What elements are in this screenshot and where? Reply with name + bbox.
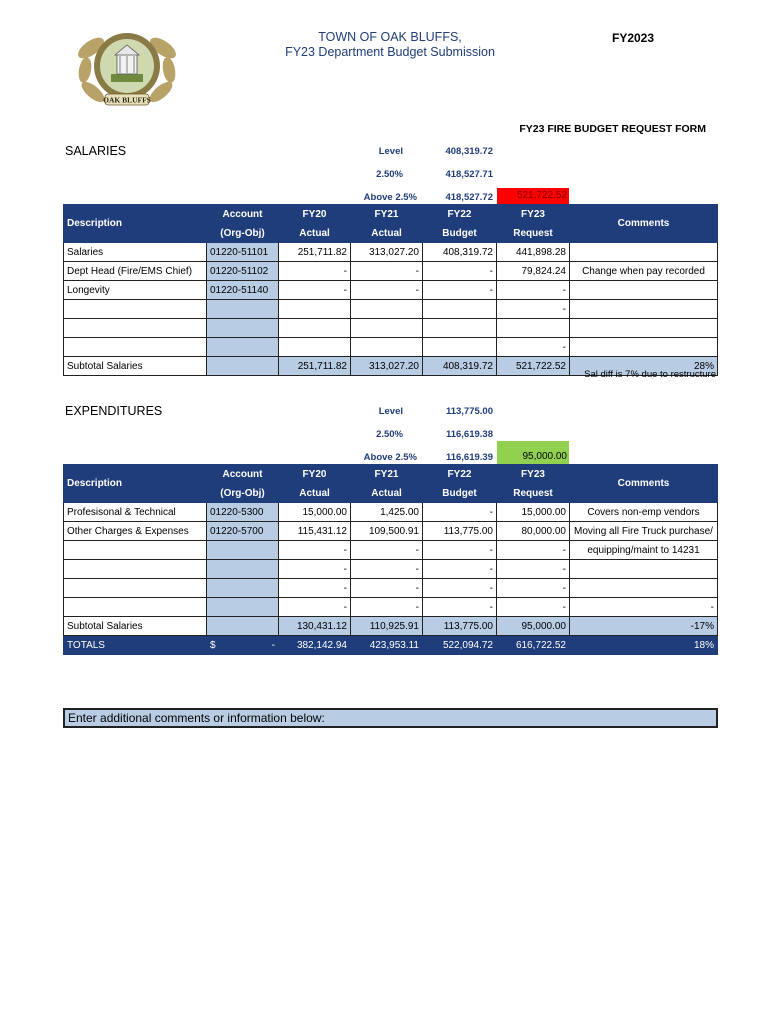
table-row [64,319,718,338]
row-fy21[interactable]: - [351,541,423,560]
salary-note: Sal diff is 7% due to restructure [584,369,716,380]
row-comment[interactable] [570,579,718,598]
row-account[interactable]: 01220-5300 [207,503,279,522]
exp-2-5-label: 2.50% [376,429,403,440]
row-description[interactable] [64,598,207,617]
row-fy23[interactable]: - [497,560,570,579]
col-fy22: FY22 [423,465,497,484]
row-comment[interactable]: - [570,598,718,617]
row-fy21[interactable]: - [351,598,423,617]
col-fy20-sub: Actual [279,484,351,503]
row-comment[interactable] [570,243,718,262]
row-fy20[interactable]: - [279,579,351,598]
row-fy23[interactable]: - [497,598,570,617]
subtotal-percent: -17% [570,617,718,636]
col-description: Description [64,465,207,503]
subtotal-fy22: 113,775.00 [423,617,497,636]
row-description[interactable] [64,319,207,338]
col-fy20: FY20 [279,465,351,484]
subtotal-percent: 28% [570,357,718,376]
town-seal-logo [75,28,179,110]
row-fy22[interactable]: - [423,281,497,300]
subtotal-row [64,617,718,636]
row-fy20[interactable]: 15,000.00 [279,503,351,522]
row-description[interactable] [64,560,207,579]
subtotal-account [207,617,279,636]
row-comment[interactable]: Moving all Fire Truck purchase/ [570,522,718,541]
exp-level-label: Level [378,406,403,417]
col-account-sub: (Org-Obj) [207,224,279,243]
expenditures-table [63,464,718,655]
row-fy20[interactable] [279,319,351,338]
exp-level-value: 113,775.00 [445,406,493,417]
totals-dollar: $ [210,639,216,651]
subtotal-label: Subtotal Salaries [64,617,207,636]
col-account-sub: (Org-Obj) [207,484,279,503]
town-name: TOWN OF OAK BLUFFS, [318,30,462,44]
row-fy21[interactable] [351,300,423,319]
row-fy20[interactable]: - [279,262,351,281]
table-row [64,300,718,319]
row-account[interactable] [207,319,279,338]
row-fy23[interactable] [497,319,570,338]
row-fy23[interactable]: - [497,338,570,357]
salaries-table [63,204,718,376]
totals-dollar-cell [207,636,279,655]
table-row [64,281,718,300]
table-row [64,503,718,522]
row-fy23[interactable]: - [497,300,570,319]
row-fy22[interactable] [423,300,497,319]
table-row [64,243,718,262]
totals-fy20: 382,142.94 [279,636,351,655]
row-account[interactable] [207,560,279,579]
subtotal-fy23: 521,722.52 [497,357,570,376]
row-comment[interactable] [570,338,718,357]
row-description[interactable] [64,300,207,319]
subtotal-fy20: 130,431.12 [279,617,351,636]
row-fy20[interactable]: - [279,281,351,300]
row-description[interactable] [64,338,207,357]
row-fy20[interactable]: 251,711.82 [279,243,351,262]
salaries-2-5-label: 2.50% [376,169,403,180]
row-description[interactable]: Longevity [64,281,207,300]
row-fy20[interactable] [279,338,351,357]
row-fy21[interactable]: 109,500.91 [351,522,423,541]
col-fy20: FY20 [279,205,351,224]
salaries-level-value: 408,319.72 [445,146,493,157]
row-account[interactable] [207,579,279,598]
col-fy23: FY23 [497,465,570,484]
col-fy22-sub: Budget [423,224,497,243]
row-description[interactable]: Dept Head (Fire/EMS Chief) [64,262,207,281]
subtotal-label: Subtotal Salaries [64,357,207,376]
col-description: Description [64,205,207,243]
totals-label: TOTALS [64,636,207,655]
row-fy22[interactable]: - [423,262,497,281]
row-fy22[interactable]: - [423,541,497,560]
additional-comments-field[interactable]: Enter additional comments or information below: [63,708,718,728]
totals-fy21: 423,953.11 [351,636,423,655]
row-fy23[interactable]: 79,824.24 [497,262,570,281]
row-fy21[interactable]: - [351,262,423,281]
totals-row [64,636,718,655]
row-account[interactable] [207,598,279,617]
row-fy20[interactable]: - [279,598,351,617]
subtotal-fy22: 408,319.72 [423,357,497,376]
row-fy20[interactable]: - [279,560,351,579]
col-account: Account [207,465,279,484]
row-account[interactable]: 01220-51140 [207,281,279,300]
row-fy22[interactable]: - [423,503,497,522]
subtotal-fy21: 110,925.91 [351,617,423,636]
form-title: FY23 FIRE BUDGET REQUEST FORM [519,123,706,135]
exp-above-value: 116,619.39 [445,452,493,463]
row-fy23[interactable]: 441,898.28 [497,243,570,262]
row-fy21[interactable]: - [351,579,423,598]
col-account: Account [207,205,279,224]
table-row [64,522,718,541]
row-description[interactable] [64,541,207,560]
row-account[interactable] [207,541,279,560]
row-fy21[interactable]: 1,425.00 [351,503,423,522]
col-fy21-sub: Actual [351,484,423,503]
row-description[interactable]: Salaries [64,243,207,262]
subtotal-fy21: 313,027.20 [351,357,423,376]
row-comment[interactable] [570,281,718,300]
totals-fy23: 616,722.52 [497,636,570,655]
exp-above-label: Above 2.5% [363,452,417,463]
row-account[interactable]: 01220-5700 [207,522,279,541]
row-fy22[interactable] [423,319,497,338]
row-account[interactable] [207,338,279,357]
table-row [64,338,718,357]
row-fy21[interactable] [351,319,423,338]
row-account[interactable]: 01220-51101 [207,243,279,262]
exp-2-5-value: 116,619.38 [445,429,493,440]
row-comment[interactable] [570,560,718,579]
salaries-level-label: Level [378,146,403,157]
table-row [64,262,718,281]
col-fy22: FY22 [423,205,497,224]
col-comments: Comments [570,465,718,503]
salaries-section-title: SALARIES [65,144,127,158]
table-row [64,579,718,598]
col-fy21: FY21 [351,205,423,224]
salaries-above-value: 418,527.72 [445,192,493,203]
subtotal-fy20: 251,711.82 [279,357,351,376]
row-fy21[interactable] [351,338,423,357]
row-description[interactable] [64,579,207,598]
col-fy23: FY23 [497,205,570,224]
row-description[interactable]: Profesisonal & Technical [64,503,207,522]
row-fy22[interactable]: - [423,579,497,598]
row-fy20[interactable]: 115,431.12 [279,522,351,541]
row-fy23[interactable]: - [497,541,570,560]
row-account[interactable] [207,300,279,319]
row-fy21[interactable]: 313,027.20 [351,243,423,262]
row-fy22[interactable]: - [423,560,497,579]
row-fy20[interactable]: - [279,541,351,560]
col-fy21: FY21 [351,465,423,484]
totals-fy22: 522,094.72 [423,636,497,655]
row-fy21[interactable]: - [351,281,423,300]
col-fy21-sub: Actual [351,224,423,243]
row-fy22[interactable]: 408,319.72 [423,243,497,262]
row-fy22[interactable]: 113,775.00 [423,522,497,541]
row-comment[interactable] [570,319,718,338]
svg-text:OAK BLUFFS: OAK BLUFFS [103,95,151,105]
col-comments: Comments [570,205,718,243]
table-row [64,541,718,560]
row-description[interactable]: Other Charges & Expenses [64,522,207,541]
col-fy22-sub: Budget [423,484,497,503]
row-comment[interactable]: equipping/maint to 14231 [570,541,718,560]
salaries-2-5-value: 418,527.71 [445,169,493,180]
totals-percent: 18% [570,636,718,655]
row-fy22[interactable]: - [423,598,497,617]
row-comment[interactable]: Covers non-emp vendors [570,503,718,522]
table-row [64,598,718,617]
row-comment[interactable]: Change when pay recorded [570,262,718,281]
row-fy23[interactable]: 80,000.00 [497,522,570,541]
row-fy23[interactable]: - [497,579,570,598]
row-fy23[interactable]: - [497,281,570,300]
table-row [64,560,718,579]
row-account[interactable]: 01220-51102 [207,262,279,281]
col-fy23-sub: Request [497,224,570,243]
col-fy23-sub: Request [497,484,570,503]
exp-request-highlight: 95,000.00 [497,441,569,465]
subtotal-fy23: 95,000.00 [497,617,570,636]
row-fy23[interactable]: 15,000.00 [497,503,570,522]
col-fy20-sub: Actual [279,224,351,243]
expenditures-section-title: EXPENDITURES [65,404,163,418]
salaries-above-label: Above 2.5% [363,192,417,203]
row-comment[interactable] [570,300,718,319]
row-fy21[interactable]: - [351,560,423,579]
salaries-request-highlight: 521,722.52 [497,188,569,204]
subtotal-account [207,357,279,376]
totals-dash: - [271,639,275,651]
row-fy22[interactable] [423,338,497,357]
row-fy20[interactable] [279,300,351,319]
fiscal-year: FY2023 [612,31,655,45]
document-subtitle: FY23 Department Budget Submission [285,45,495,59]
